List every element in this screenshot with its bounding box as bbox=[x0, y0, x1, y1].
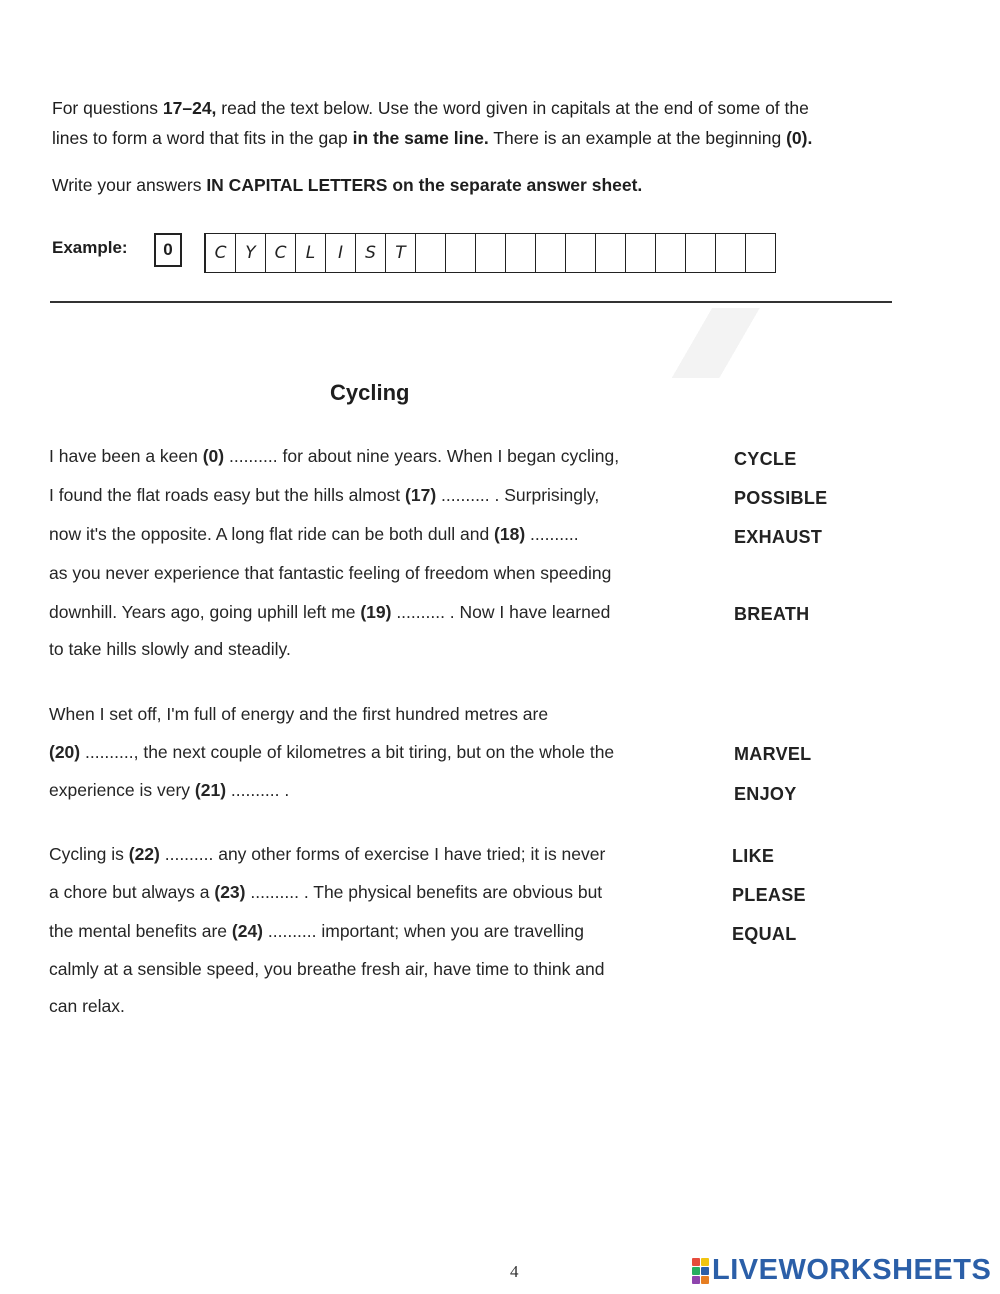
keyword-cycle: CYCLE bbox=[734, 449, 797, 469]
text-line: calmly at a sensible speed, you breathe fresh air, have time to think and bbox=[49, 959, 605, 979]
instr-bold: in the same line. bbox=[352, 128, 489, 148]
text-line: (20) .........., the next couple of kilometres a bit tiring, but on the whole the bbox=[49, 742, 615, 762]
answer-cell: C bbox=[266, 233, 296, 273]
text-line: now it's the opposite. A long flat ride can be both dull and (18) .......... bbox=[49, 524, 579, 544]
text-line: downhill. Years ago, going uphill left me (19) .......... . Now I have learned bbox=[49, 602, 611, 622]
keyword-please: PLEASE bbox=[732, 885, 806, 905]
instr-text: Write your answers bbox=[52, 175, 207, 195]
text-line: can relax. bbox=[49, 996, 125, 1016]
text-line: the mental benefits are (24) .......... important; when you are travelling bbox=[49, 921, 584, 941]
example-number-box: 0 bbox=[154, 233, 182, 267]
page-title: Cycling bbox=[330, 380, 410, 405]
text-line: experience is very (21) .......... . bbox=[49, 780, 290, 800]
divider bbox=[50, 301, 892, 303]
brand-name: LIVEWORKSHEETS bbox=[712, 1254, 992, 1286]
keyword-like: LIKE bbox=[732, 846, 775, 866]
instr-bold: IN CAPITAL LETTERS on the separate answer sheet. bbox=[206, 175, 643, 195]
answer-cell bbox=[686, 233, 716, 273]
keyword-equal: EQUAL bbox=[732, 924, 797, 944]
instr-text: There is an example at the beginning bbox=[488, 128, 787, 148]
answer-cell bbox=[716, 233, 746, 273]
example-label: Example: bbox=[52, 238, 128, 257]
instr-bold: 17–24, bbox=[162, 98, 217, 118]
instr-text: read the text below. Use the word given in capitals at the end of some of the bbox=[216, 98, 809, 118]
keyword-exhaust: EXHAUST bbox=[734, 527, 823, 547]
text-line: as you never experience that fantastic feeling of freedom when speeding bbox=[49, 563, 612, 583]
instr-bold: (0). bbox=[786, 128, 813, 148]
text-line: Cycling is (22) .......... any other forms of exercise I have tried; it is never bbox=[49, 844, 606, 864]
instr-text: lines to form a word that fits in the gap bbox=[52, 128, 353, 148]
answer-cell bbox=[596, 233, 626, 273]
text-line: to take hills slowly and steadily. bbox=[49, 639, 291, 659]
answer-cell bbox=[506, 233, 536, 273]
keyword-possible: POSSIBLE bbox=[734, 488, 828, 508]
watermark-shape bbox=[655, 308, 805, 378]
answer-cell: L bbox=[296, 233, 326, 273]
answer-instructions bbox=[52, 170, 912, 200]
answer-cell bbox=[476, 233, 506, 273]
keyword-marvel: MARVEL bbox=[734, 744, 812, 764]
answer-cell: S bbox=[356, 233, 386, 273]
answer-cell bbox=[626, 233, 656, 273]
example-answer-cells bbox=[204, 233, 776, 273]
liveworksheets-logo-icon bbox=[692, 1258, 709, 1284]
answer-cell: T bbox=[386, 233, 416, 273]
page-number: 4 bbox=[510, 1262, 519, 1281]
answer-cell: I bbox=[326, 233, 356, 273]
instructions-text bbox=[52, 93, 912, 153]
keyword-enjoy: ENJOY bbox=[734, 784, 797, 804]
answer-cell: Y bbox=[236, 233, 266, 273]
keyword-breath: BREATH bbox=[734, 604, 810, 624]
answer-cell bbox=[536, 233, 566, 273]
answer-cell bbox=[656, 233, 686, 273]
answer-cell bbox=[446, 233, 476, 273]
answer-cell bbox=[746, 233, 776, 273]
answer-cell bbox=[566, 233, 596, 273]
instr-text: For questions bbox=[52, 98, 163, 118]
answer-cell bbox=[416, 233, 446, 273]
liveworksheets-logo[interactable] bbox=[692, 1254, 991, 1287]
text-line: I found the flat roads easy but the hills almost (17) .......... . Surprisingly, bbox=[49, 485, 600, 505]
text-line: I have been a keen (0) .......... for about nine years. When I began cycling, bbox=[49, 446, 620, 466]
text-line: When I set off, I'm full of energy and the first hundred metres are bbox=[49, 704, 549, 724]
text-line: a chore but always a (23) .......... . The physical benefits are obvious but bbox=[49, 882, 603, 902]
answer-cell: C bbox=[206, 233, 236, 273]
